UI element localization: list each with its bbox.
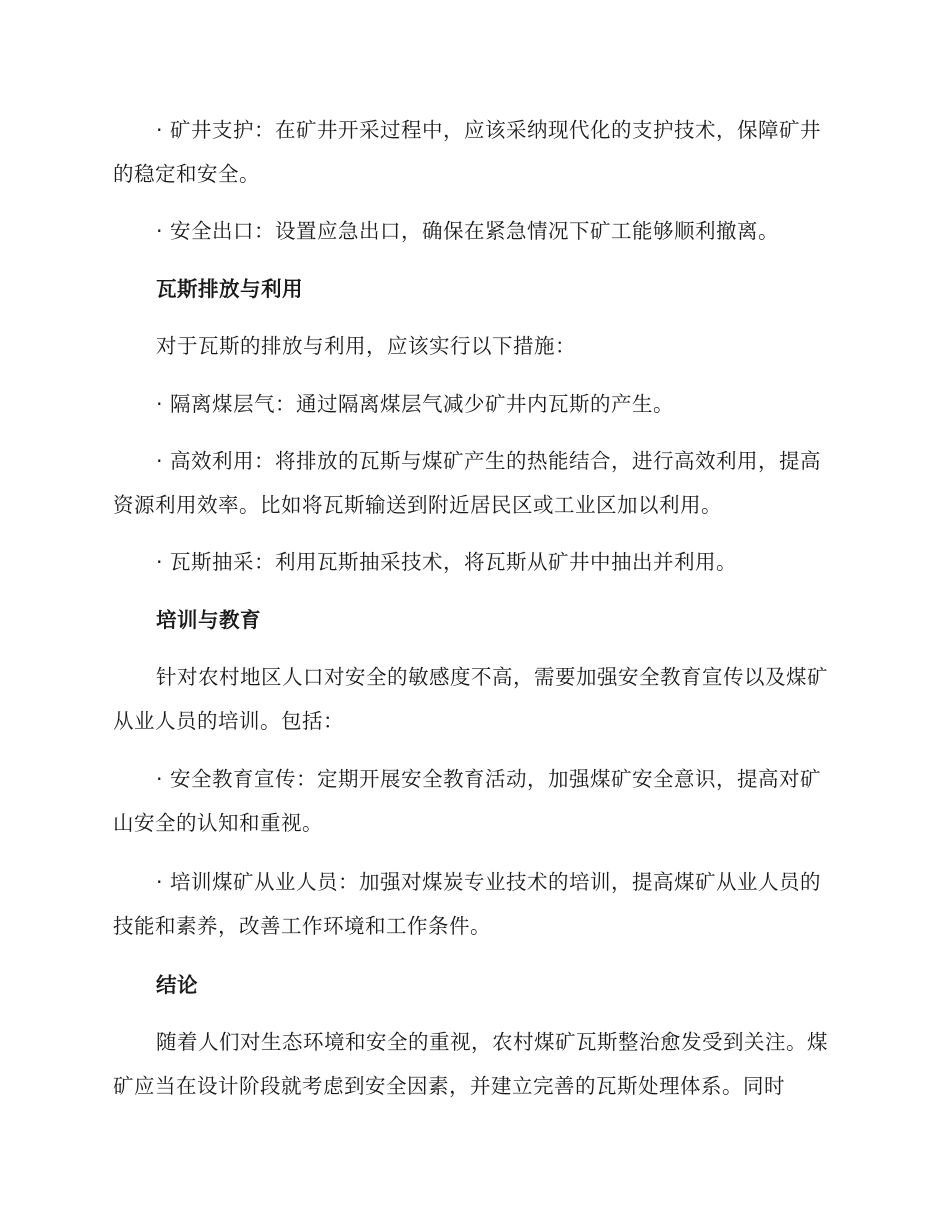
- training-intro: 针对农村地区人口对安全的敏感度不高，需要加强安全教育宣传以及煤矿从业人员的培训。包括：: [113, 665, 828, 733]
- bullet-mine-support: · 矿井支护：在矿井开采过程中，应该采纳现代化的支护技术，保障矿井的稳定和安全。: [113, 118, 822, 186]
- conclusion-text: 随着人们对生态环境和安全的重视，农村煤矿瓦斯整治愈发受到关注。煤矿应当在设计阶段就考虑到安全因素，并建立完善的瓦斯处理体系。同时: [113, 1030, 828, 1098]
- bullet-train-workers: · 培训煤矿从业人员：加强对煤炭专业技术的培训，提高煤矿从业人员的技能和素养，改善工作环境和工作条件。: [113, 870, 822, 938]
- bullet-efficient-use: · 高效利用：将排放的瓦斯与煤矿产生的热能结合，进行高效利用，提高资源利用效率。比如将瓦斯输送到附近居民区或工业区加以利用。: [113, 449, 822, 517]
- bullet-gas-extraction: · 瓦斯抽采：利用瓦斯抽采技术，将瓦斯从矿井中抽出并利用。: [156, 550, 738, 574]
- gas-discharge-intro: 对于瓦斯的排放与利用，应该实行以下措施：: [156, 334, 576, 358]
- section-heading-conclusion: 结论: [156, 973, 198, 997]
- bullet-safety-exit: · 安全出口：设置应急出口，确保在紧急情况下矿工能够顺利撤离。: [156, 219, 780, 243]
- section-heading-gas-discharge: 瓦斯排放与利用: [156, 277, 303, 301]
- section-heading-training: 培训与教育: [156, 608, 261, 632]
- bullet-isolate-coalbed-gas: · 隔离煤层气：通过隔离煤层气减少矿井内瓦斯的产生。: [156, 392, 675, 416]
- bullet-safety-education: · 安全教育宣传：定期开展安全教育活动，加强煤矿安全意识，提高对矿山安全的认知和重视。: [113, 767, 822, 835]
